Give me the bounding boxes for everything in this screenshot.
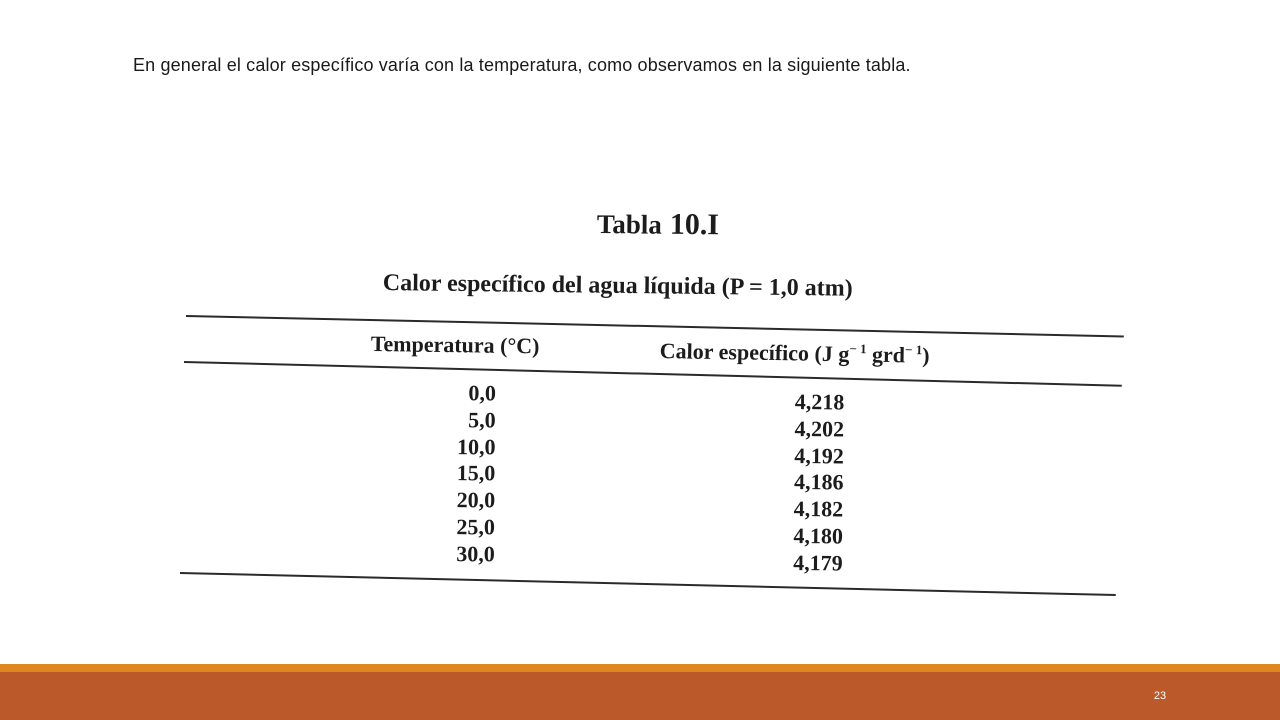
- table-bottom-rule: [180, 572, 1116, 596]
- temperature-cell: 10,0: [456, 433, 496, 459]
- temperature-cell: 20,0: [456, 487, 496, 513]
- column-header-specific-heat: [660, 338, 930, 369]
- specific-heat-cell: 4,182: [793, 496, 844, 522]
- table-header-rule: [184, 361, 1122, 387]
- specific-heat-column: [793, 389, 844, 577]
- table-title: [597, 207, 720, 242]
- page-number: 23: [1153, 690, 1167, 702]
- footer-accent-stripe: [0, 664, 1280, 672]
- specific-heat-cell: 4,202: [794, 415, 845, 442]
- specific-heat-cell: 4,186: [793, 469, 844, 495]
- table-top-rule: [186, 315, 1124, 337]
- table-caption: Calor específico del agua líquida (P = 1,0 atm): [382, 270, 853, 302]
- footer-band: [0, 672, 1280, 720]
- temperature-cell: 0,0: [468, 380, 496, 406]
- table-title-number: 10.I: [669, 207, 720, 242]
- table-title-word: Tabla: [596, 208, 663, 240]
- specific-heat-cell: 4,179: [793, 549, 843, 576]
- header-calor-suffix: ): [921, 342, 930, 368]
- header-calor-prefix: Calor específico (J g: [659, 338, 850, 367]
- intro-text: En general el calor específico varía con la temperatura, como observamos en la siguiente tabla.: [133, 55, 911, 75]
- specific-heat-cell: 4,218: [794, 389, 845, 415]
- column-header-temperature: Temperatura (°C): [370, 331, 540, 359]
- specific-heat-cell: 4,192: [794, 442, 844, 469]
- temperature-column: [439, 380, 496, 568]
- header-calor-mid: grd: [866, 341, 906, 368]
- header-calor-exponent-2: − 1: [904, 341, 923, 358]
- temperature-cell: 5,0: [468, 406, 496, 433]
- header-calor-exponent-1: − 1: [849, 340, 867, 357]
- temperature-cell: 30,0: [456, 540, 495, 567]
- specific-heat-cell: 4,180: [793, 522, 844, 549]
- temperature-cell: 15,0: [456, 460, 496, 486]
- temperature-cell: 25,0: [456, 514, 496, 540]
